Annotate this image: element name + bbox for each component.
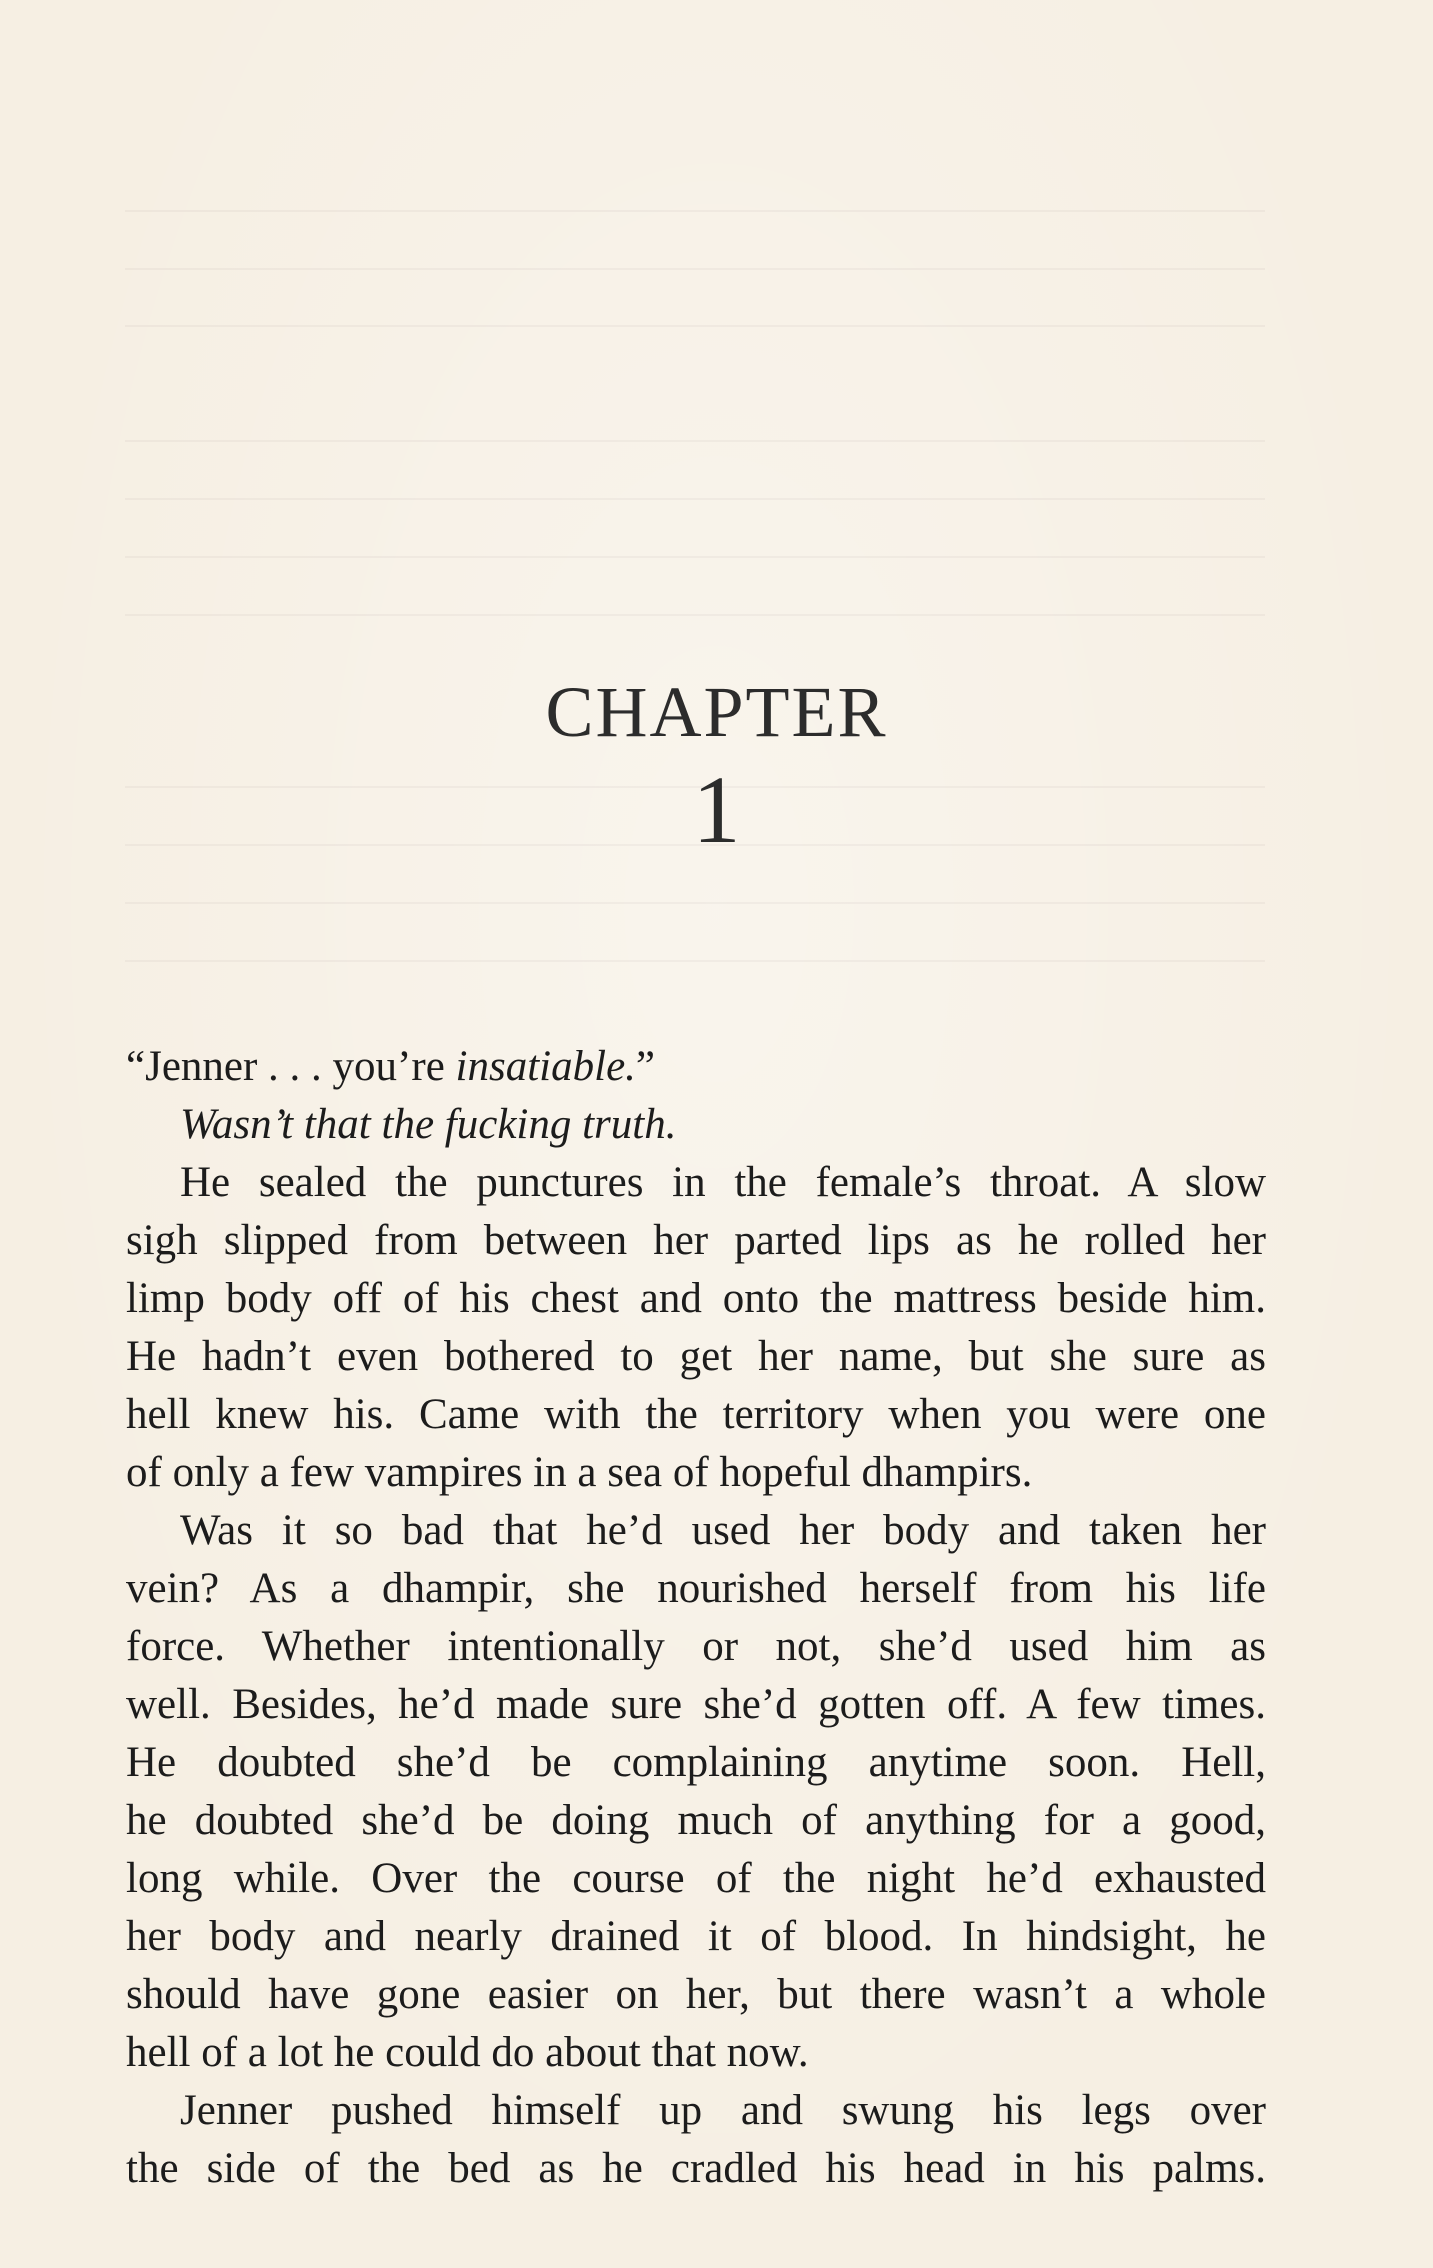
bleed-through-line: [125, 498, 1265, 500]
text-run: sigh slipped from between her parted lips as he rolled her: [126, 1217, 1266, 1264]
text-run: ”: [635, 1043, 655, 1090]
paragraph: [126, 1502, 1266, 2082]
text-line: [126, 1908, 1266, 1966]
text-run: hell of a lot he could do about that now.: [126, 2029, 809, 2076]
bleed-through-line: [125, 614, 1265, 616]
bleed-through-line: [125, 268, 1265, 270]
bleed-through-line: [125, 210, 1265, 212]
bleed-through-line: [125, 325, 1265, 327]
text-run: her body and nearly drained it of blood. In hindsight, he: [126, 1913, 1266, 1960]
text-run: force. Whether intentionally or not, she’d used him as: [126, 1623, 1266, 1670]
text-line: [126, 2140, 1266, 2198]
text-line: [126, 1966, 1266, 2024]
text-run: vein? As a dhampir, she nourished herself from his life: [126, 1565, 1266, 1612]
text-run: the side of the bed as he cradled his head in his palms.: [126, 2145, 1266, 2192]
bleed-through-line: [125, 440, 1265, 442]
text-run: he doubted she’d be doing much of anything for a good,: [126, 1797, 1266, 1844]
paragraph: [126, 1154, 1266, 1502]
text-line: [126, 1734, 1266, 1792]
text-line: [126, 1676, 1266, 1734]
text-run: He doubted she’d be complaining anytime soon. Hell,: [126, 1739, 1266, 1786]
text-line: [126, 1154, 1266, 1212]
paragraph: [126, 1096, 1266, 1154]
text-run: Jenner pushed himself up and swung his legs over: [180, 2087, 1266, 2134]
text-line: [126, 1212, 1266, 1270]
chapter-number: 1: [692, 756, 741, 863]
text-line: [126, 1270, 1266, 1328]
text-run: well. Besides, he’d made sure she’d gotten off. A few times.: [126, 1681, 1266, 1728]
text-line: [126, 1560, 1266, 1618]
text-line: [126, 1096, 1266, 1154]
text-line: [126, 1850, 1266, 1908]
text-line: [126, 1328, 1266, 1386]
text-line: [126, 1386, 1266, 1444]
chapter-body-text: [126, 1038, 1266, 2198]
italic-text: insatiable.: [455, 1043, 636, 1090]
text-line: [126, 1618, 1266, 1676]
paragraph: [126, 2082, 1266, 2198]
text-line: [126, 1038, 1266, 1096]
text-line: [126, 1444, 1266, 1502]
text-run: limp body off of his chest and onto the mattress beside him.: [126, 1275, 1266, 1322]
chapter-label: CHAPTER: [545, 672, 888, 752]
text-run: long while. Over the course of the night he’d exhausted: [126, 1855, 1266, 1902]
text-line: [126, 2082, 1266, 2140]
paragraph: [126, 1038, 1266, 1096]
italic-text: Wasn’t that the fucking truth.: [180, 1101, 677, 1148]
bleed-through-line: [125, 556, 1265, 558]
text-run: of only a few vampires in a sea of hopeful dhampirs.: [126, 1449, 1033, 1496]
text-run: should have gone easier on her, but there wasn’t a whole: [126, 1971, 1266, 2018]
bleed-through-line: [125, 960, 1265, 962]
text-run: He sealed the punctures in the female’s throat. A slow: [180, 1159, 1266, 1206]
chapter-heading: [0, 672, 1433, 863]
text-line: [126, 1502, 1266, 1560]
bleed-through-line: [125, 902, 1265, 904]
text-run: “Jenner . . . you’re: [126, 1043, 456, 1090]
text-run: hell knew his. Came with the territory when you were one: [126, 1391, 1266, 1438]
text-line: [126, 1792, 1266, 1850]
text-run: Was it so bad that he’d used her body and taken her: [180, 1507, 1266, 1554]
text-run: He hadn’t even bothered to get her name, but she sure as: [126, 1333, 1266, 1380]
text-line: [126, 2024, 1266, 2082]
